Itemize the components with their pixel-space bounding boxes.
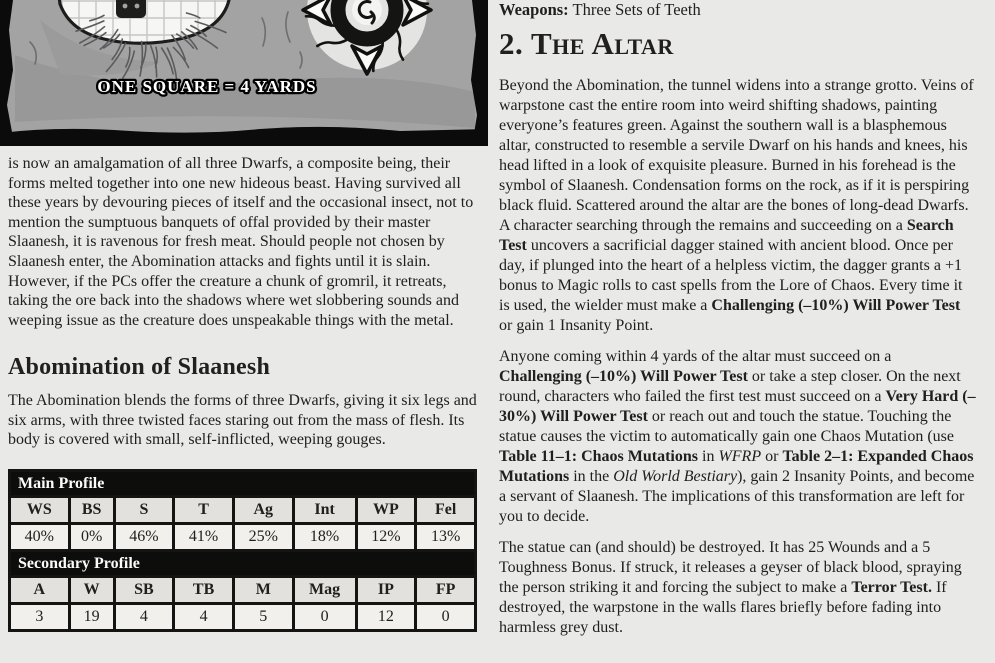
stat-value: 25% (233, 524, 293, 551)
stat-value: 0% (69, 524, 114, 551)
stat-value: 5 (233, 604, 293, 631)
stat-header: FP (416, 577, 476, 604)
stat-header: T (174, 497, 234, 524)
stat-value: 40% (10, 524, 70, 551)
stat-header: A (10, 577, 70, 604)
main-profile-headers (10, 497, 476, 524)
altar-marker-icon (116, 0, 146, 18)
secondary-profile-bar (10, 551, 476, 577)
section-heading: 2. The Altar (499, 26, 674, 61)
secondary-profile-headers (10, 577, 476, 604)
main-profile-label: Main Profile (10, 471, 476, 497)
main-profile-values (10, 524, 476, 551)
grotto-map-illustration (0, 0, 488, 146)
right-column (499, 0, 977, 649)
altar-paragraph-2: Anyone coming within 4 yards of the altar must succeed on a Challenging (–10%) Will Power Test or take a step closer. On the next round, characters who failed the first test must succeed on a Very Hard (–30%) Will Power Test or reach out and touch the statue. Touching the statue causes the victim to automatically gain one Chaos Mutation (use Table 11–1: Chaos Mutations in WFRP or Table 2–1: Expanded Chaos Mutations in the Old World Bestiary), gain 2 Insanity Points, and become a servant of Slaanesh. The implications of this transformation are left for you to decide. (499, 348, 976, 525)
stat-header: Int (293, 497, 356, 524)
stat-header: S (114, 497, 174, 524)
stat-header: SB (114, 577, 174, 604)
stat-block-table (8, 469, 477, 632)
stat-header: BS (69, 497, 114, 524)
creature-heading: Abomination of Slaanesh (8, 354, 270, 380)
stat-value: 4 (174, 604, 234, 631)
stat-value: 0 (293, 604, 356, 631)
stat-value: 3 (10, 604, 70, 631)
grotto-map-svg (0, 0, 488, 146)
stat-value: 4 (114, 604, 174, 631)
altar-paragraph-3: The statue can (and should) be destroyed. It has 25 Wounds and a 5 Toughness Bonus. If struck, it releases a geyser of black blood, spraying the person striking it and forcing the subject to make a Terror Test. If destroyed, the warpstone in the walls flares briefly before fading into harmless grey dust. (499, 539, 962, 636)
stat-header: Mag (293, 577, 356, 604)
stat-header: TB (174, 577, 234, 604)
secondary-profile-values (10, 604, 476, 631)
map-caption: ONE SQUARE = 4 YARDS (97, 77, 317, 96)
stat-header: Fel (416, 497, 476, 524)
stat-value: 12 (356, 604, 416, 631)
stat-value: 13% (416, 524, 476, 551)
altar-paragraph-1: Beyond the Abomination, the tunnel widens into a strange grotto. Veins of warpstone cast the entire room into weird shifting shadows, painting everyone’s features green. Against the southern wall is a blasphemous altar, constructed to resemble a servile Dwarf on his hands and knees, his head lifted in a look of exquisite pleasure. Burned in his forehead is the symbol of Slaanesh. Condensation forms on the rock, as if it is perspiring black fluid. Scattered around the altar are the bones of long-dead Dwarfs. A character searching through the remains and succeeding on a Search Test uncovers a sacrificial dagger stained with ancient blood. Once per day, if plunged into the heart of a helpless victim, the dagger grants a +1 bonus to Magic rolls to cast spells from the Lore of Chaos. Every time it is used, the wielder must make a Challenging (–10%) Will Power Test or gain 1 Insanity Point. (499, 77, 974, 334)
stat-header: M (233, 577, 293, 604)
weapons-line: Weapons: Three Sets of Teeth (499, 0, 701, 19)
stat-header: IP (356, 577, 416, 604)
stat-value: 41% (174, 524, 234, 551)
stat-header: Ag (233, 497, 293, 524)
main-profile-bar (10, 471, 476, 497)
intro-paragraph: is now an amalgamation of all three Dwarfs, a composite being, their forms melted together into one new hideous beast. Having survived all these years by devouring pieces of itself and the occasional insect, not to mention the sumptuous banquets of offal provided by their master Slaanesh, it is ravenous for fresh meat. Should people not chosen by Slaanesh enter, the Abomination attacks and fights until it is slain. However, if the PCs offer the creature a chunk of gromril, it retreats, taking the ore back into the shadows where wet slobbering sounds and weeping issue as the creature does unspeakable things with the metal. (8, 155, 474, 329)
creature-description: The Abomination blends the forms of three Dwarfs, giving it six legs and six arms, with three twisted faces staring out from the mass of flesh. Its body is covered with small, self-inflicted, weeping gouges. (8, 392, 477, 449)
stat-value: 19 (69, 604, 114, 631)
stat-value: 12% (356, 524, 416, 551)
stat-value: 46% (114, 524, 174, 551)
stat-value: 18% (293, 524, 356, 551)
secondary-profile-label: Secondary Profile (10, 551, 476, 577)
stat-header: WS (10, 497, 70, 524)
stat-header: WP (356, 497, 416, 524)
stat-value: 0 (416, 604, 476, 631)
stat-header: W (69, 577, 114, 604)
